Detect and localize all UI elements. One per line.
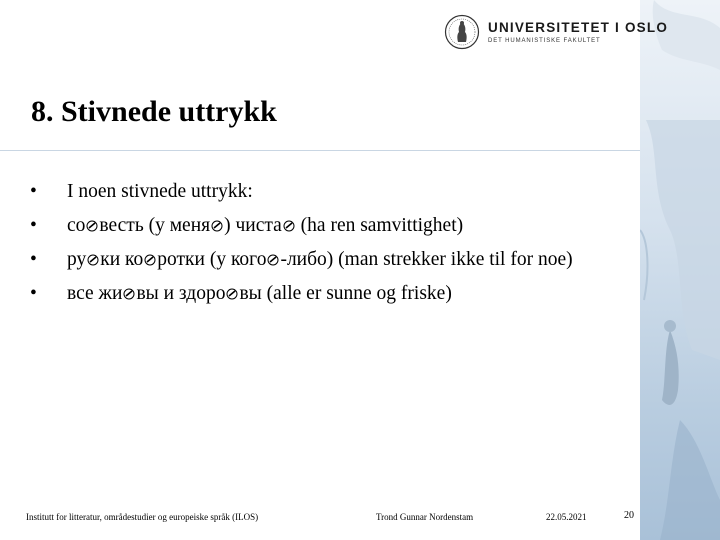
bullet-list [30,180,640,316]
sculpture-figure-icon [640,0,720,540]
footer-institute: Institutt for litteratur, områdestudier og europeiske språk (ILOS) [26,512,259,522]
bullet-text: вы (alle er sunne og friske) [239,283,452,304]
university-seal-icon [444,14,480,50]
bullet-text: со [67,215,86,236]
footer-date: 22.05.2021 [546,512,587,522]
bullet-item [30,214,640,238]
bullet-text: -либо) (man strekker ikke til for noe) [280,249,573,270]
stress-mark-icon [86,220,98,232]
bullet-dot: • [30,181,37,202]
page-number: 20 [624,510,634,521]
stress-mark-icon [211,220,223,232]
slide-title: 8. Stivnede uttrykk [31,95,277,128]
footer-author: Trond Gunnar Nordenstam [376,512,474,522]
bullet-text: весть (у меня [99,215,211,236]
bullet-text: ) чиста [224,215,282,236]
university-name: UNIVERSITETET I OSLO [488,20,669,35]
decorative-sculpture-band [640,0,720,540]
faculty-name: DET HUMANISTISKE FAKULTET [488,38,601,44]
stress-mark-icon [144,254,156,266]
bullet-text: ротки (у кого [157,249,267,270]
bullet-text: все жи [67,283,123,304]
stress-mark-icon [267,254,279,266]
stress-mark-icon [226,288,238,300]
bullet-item [30,282,640,306]
title-divider [0,150,640,151]
bullet-text: ки ко [100,249,144,270]
university-logo [444,14,668,50]
bullet-dot: • [30,215,37,236]
stress-mark-icon [123,288,135,300]
bullet-dot: • [30,249,37,270]
bullet-text: (ha ren samvittighet) [295,215,464,236]
stress-mark-icon [283,220,295,232]
bullet-text: I noen stivnede uttrykk: [67,181,253,202]
bullet-dot: • [30,283,37,304]
bullet-item [30,180,640,204]
bullet-text: вы и здоро [136,283,226,304]
bullet-item [30,248,640,272]
stress-mark-icon [87,254,99,266]
bullet-text: ру [67,249,87,270]
